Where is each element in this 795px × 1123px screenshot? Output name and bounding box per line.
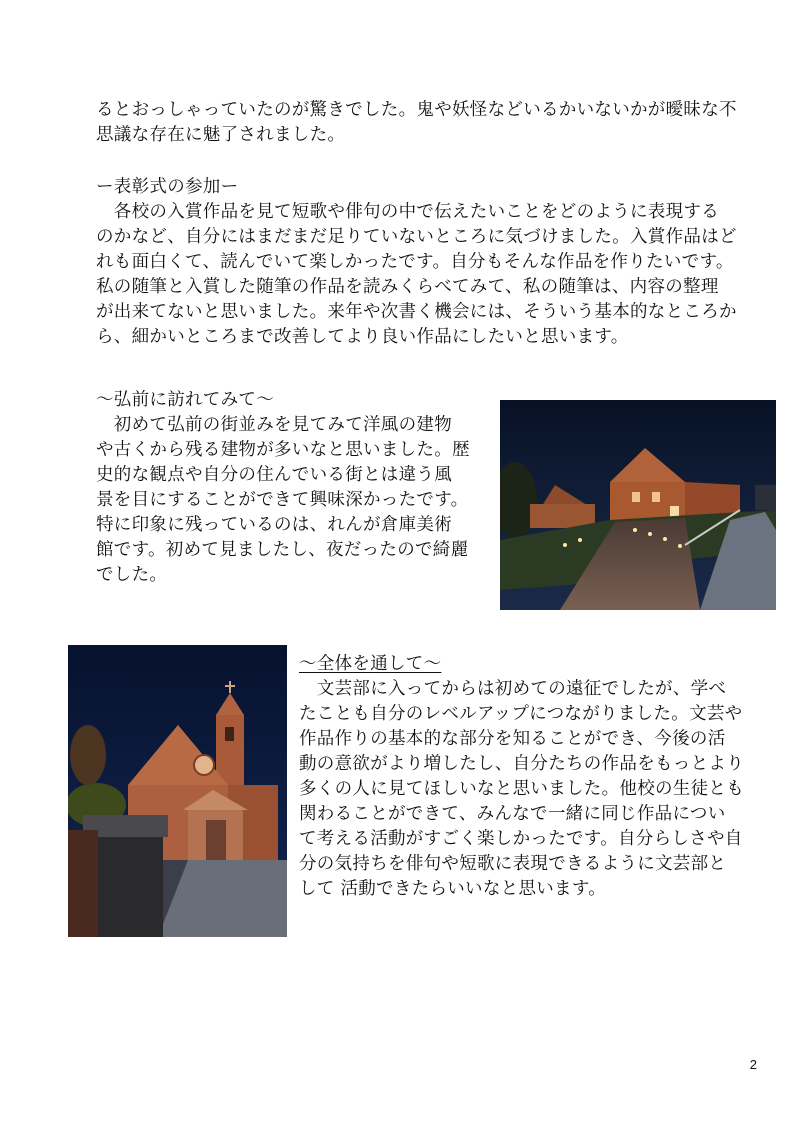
overall-line: 作品作りの基本的な部分を知ることができ、今後の活 [299,729,726,749]
brick-church-illustration [68,645,287,937]
award-line: れも面白くて、読んでいて楽しかったです。自分もそんな作品を作りたいです。 [96,252,734,272]
award-line: が出来てないと思いました。来年や次書く機会には、そういう基本的なところか [96,302,737,322]
overall-line: たことも自分のレベルアップにつながりました。文芸や [299,704,743,724]
hirosaki-line: 館です。初めて見ましたし、夜だったので綺麗 [96,540,469,560]
hirosaki-heading: ～弘前に訪れてみて～ [96,390,274,410]
overall-line: 関わることができて、みんなで一緒に同じ作品につい [299,804,726,824]
overall-line: 文芸部に入ってからは初めての遠征でしたが、学べ [299,679,727,699]
hirosaki-line: 史的な観点や自分の住んでいる街とは違う風 [96,465,452,485]
award-section [96,175,737,350]
award-line: 各校の入賞作品を見て短歌や俳句の中で伝えたいことをどのように表現する [96,202,719,222]
brick-warehouse-photo [500,400,776,610]
hirosaki-line: や古くから残る建物が多いなと思いました。歴 [96,440,470,460]
award-line: のかなど、自分にはまだまだ足りていないところに気づけました。入賞作品はど [96,227,737,247]
hirosaki-line: でした。 [96,565,168,585]
page-number: 2 [749,1057,757,1072]
award-line: ら、細かいところまで改善してより良い作品にしたいと思います。 [96,327,629,347]
hirosaki-line: 特に印象に残っているのは、れんが倉庫美術 [96,515,452,535]
intro-line: 思議な存在に魅了されました。 [96,125,346,145]
brick-warehouse-illustration [500,400,776,610]
hirosaki-line: 初めて弘前の街並みを見てみて洋風の建物 [96,415,452,435]
overall-line: 分の気持ちを俳句や短歌に表現できるように文芸部と [299,854,727,874]
intro-paragraph [96,98,737,148]
brick-church-photo [68,645,287,937]
award-heading: ー表彰式の参加ー [96,177,239,197]
overall-section [299,652,744,902]
overall-line: 動の意欲がより増したし、自分たちの作品をもっとより [299,754,744,774]
overall-line: して 活動できたらいいなと思います。 [299,879,607,899]
overall-heading: ～全体を通して～ [299,654,442,674]
hirosaki-line: 景を目にすることができて興味深かったです。 [96,490,469,510]
overall-line: て考える活動がすごく楽しかったです。自分らしさや自 [299,829,743,849]
hirosaki-section [96,388,470,588]
overall-line: 多くの人に見てほしいなと思いました。他校の生徒とも [299,779,744,799]
intro-line: るとおっしゃっていたのが驚きでした。鬼や妖怪などいるかいないかが曖昧な不 [96,100,737,120]
award-line: 私の随筆と入賞した随筆の作品を読みくらべてみて、私の随筆は、内容の整理 [96,277,719,297]
